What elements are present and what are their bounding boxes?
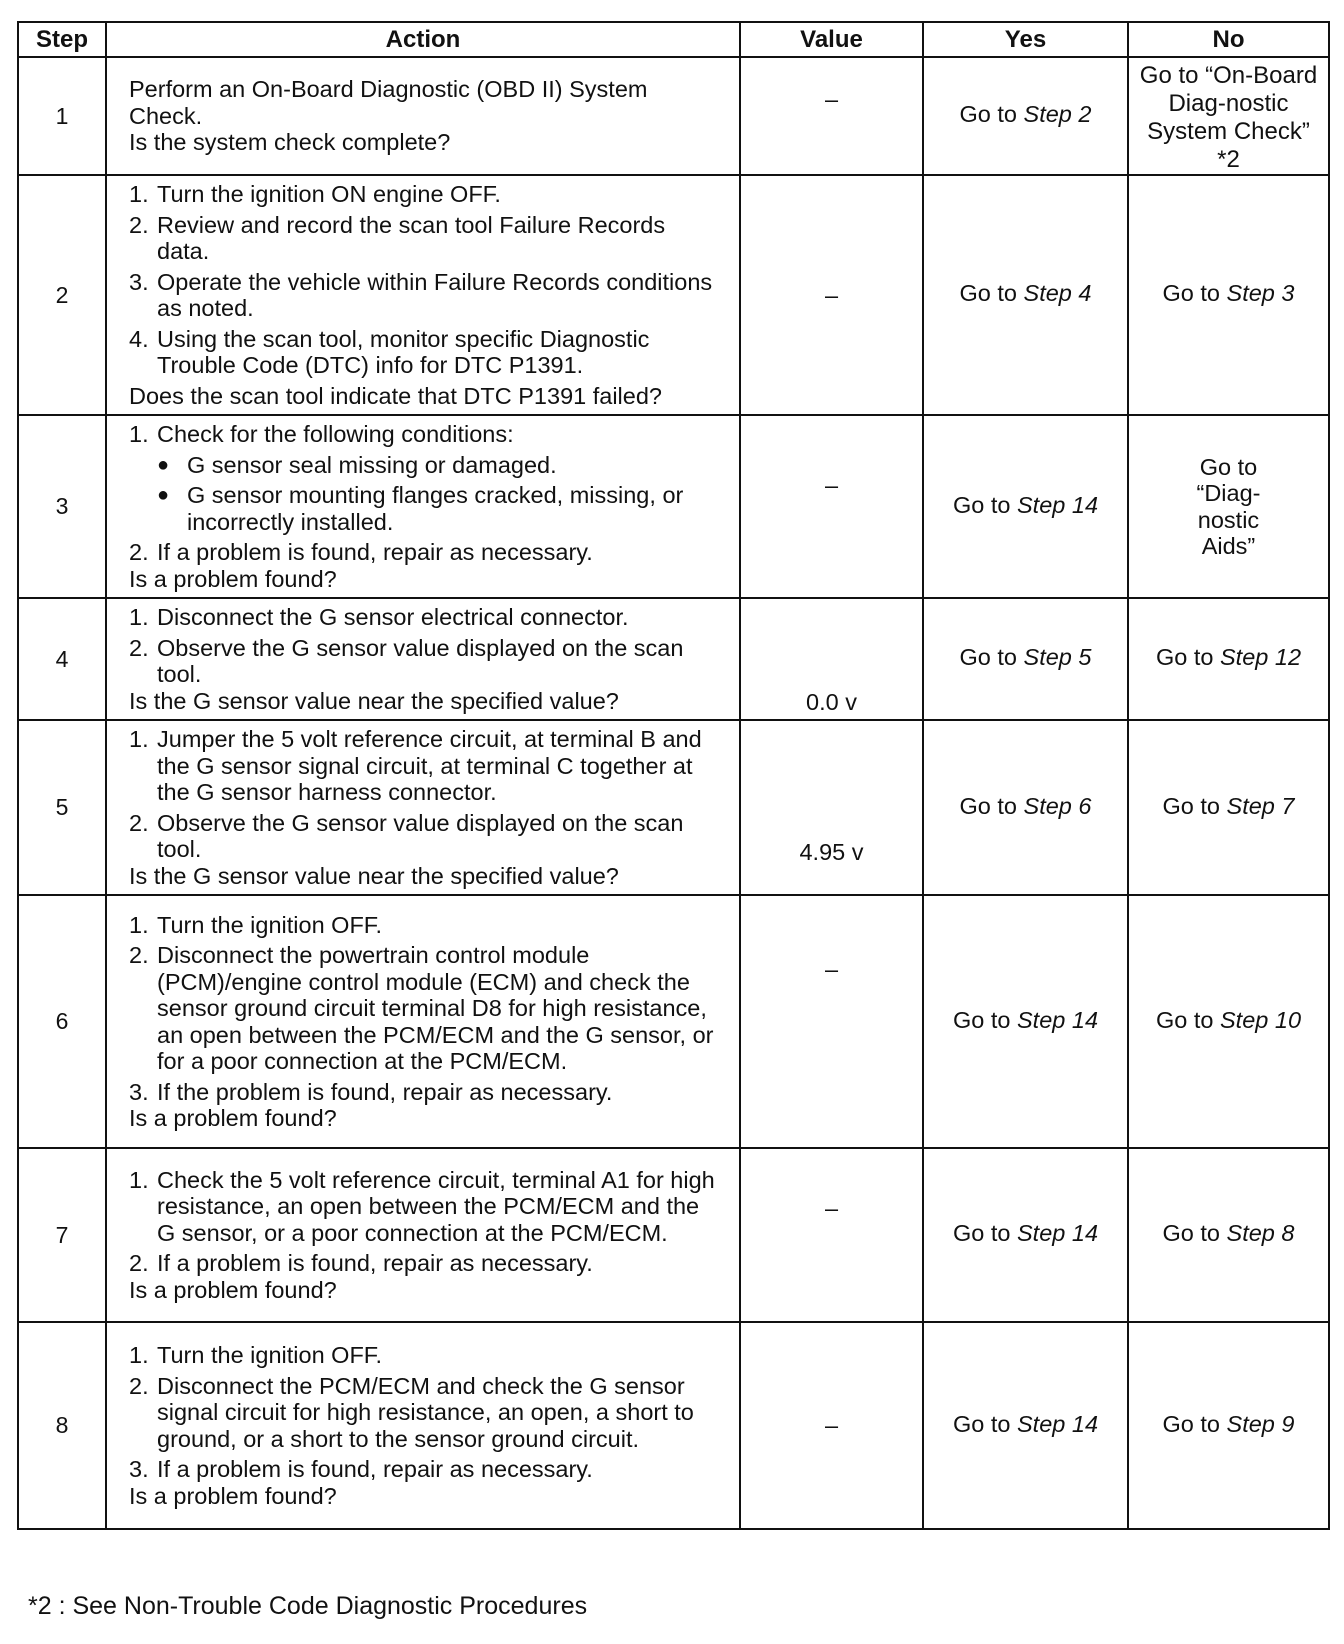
item-text: If a problem is found, repair as necessary. — [157, 1250, 593, 1277]
value-cell: – — [740, 175, 923, 415]
action-cell — [106, 415, 740, 598]
action-item — [129, 539, 717, 566]
no-prefix: Go to — [1162, 792, 1227, 819]
action-item — [129, 269, 717, 322]
no-prefix: Go to — [1162, 280, 1227, 307]
yes-step-link[interactable]: Step 5 — [1023, 644, 1092, 671]
value-cell: 4.95 v — [740, 720, 923, 895]
item-text: If the problem is found, repair as necessary. — [157, 1078, 613, 1105]
yes-step-link[interactable]: Step 14 — [1017, 1410, 1099, 1437]
value-cell: – — [740, 57, 923, 175]
yes-cell — [923, 415, 1128, 598]
item-number: 1. — [129, 1342, 149, 1368]
no-cell — [1128, 415, 1329, 598]
action-item — [129, 1456, 717, 1483]
header-yes: Yes — [923, 22, 1128, 57]
action-item — [129, 326, 717, 379]
yes-step-link[interactable]: Step 14 — [1017, 1220, 1099, 1247]
action-question: Is a problem found? — [129, 1276, 337, 1303]
no-cell — [1128, 1322, 1329, 1529]
item-number: 2. — [129, 211, 149, 238]
item-text: Review and record the scan tool Failure Records data. — [157, 211, 666, 264]
item-text: Turn the ignition OFF. — [157, 911, 383, 938]
value-cell: – — [740, 415, 923, 598]
step-number: 7 — [18, 1148, 106, 1322]
item-number: 1. — [129, 911, 149, 938]
no-step-link[interactable]: Step 8 — [1226, 1220, 1295, 1247]
item-number: 3. — [129, 268, 149, 295]
action-item — [129, 1342, 717, 1369]
yes-prefix: Go to — [952, 1410, 1017, 1437]
no-prefix: Go to — [1162, 1220, 1227, 1247]
item-text: Observe the G sensor value displayed on the scan tool. — [157, 634, 684, 687]
no-step-link[interactable]: Step 3 — [1226, 280, 1295, 307]
no-cell — [1128, 1148, 1329, 1322]
step-number: 5 — [18, 720, 106, 895]
action-question: Is the G sensor value near the specified value? — [129, 862, 619, 889]
item-number: 1. — [129, 726, 149, 752]
table-row — [18, 720, 1329, 895]
yes-step-link[interactable]: Step 14 — [1017, 1006, 1099, 1033]
no-step-link[interactable]: Step 7 — [1226, 792, 1295, 819]
action-item — [129, 421, 717, 448]
item-text: Observe the G sensor value displayed on the scan tool. — [157, 809, 684, 862]
item-number: 2. — [129, 634, 149, 661]
yes-prefix: Go to — [952, 1220, 1017, 1247]
action-question: Is a problem found? — [129, 565, 337, 592]
table-row — [18, 1148, 1329, 1322]
action-question: Is the system check complete? — [129, 129, 451, 156]
bullet-icon: ● — [157, 453, 170, 476]
footnote: *2 : See Non-Trouble Code Diagnostic Procedures — [28, 1592, 588, 1620]
item-number: 4. — [129, 325, 149, 352]
action-question: Does the scan tool indicate that DTC P1391 failed? — [129, 382, 662, 409]
action-text: Perform an On-Board Diagnostic (OBD II) System Check. — [129, 76, 648, 129]
item-number: 2. — [129, 942, 149, 968]
action-item — [129, 912, 717, 939]
item-number: 1. — [129, 604, 149, 630]
yes-step-link[interactable]: Step 6 — [1023, 792, 1092, 819]
action-item — [129, 1373, 717, 1453]
yes-prefix: Go to — [959, 280, 1024, 307]
action-item — [129, 726, 717, 806]
bullet-item — [157, 482, 717, 535]
item-number: 2. — [129, 1250, 149, 1277]
action-cell — [106, 720, 740, 895]
bullet-text: G sensor mounting flanges cracked, missing, or incorrectly installed. — [187, 482, 684, 535]
step-number: 1 — [18, 57, 106, 175]
no-cell — [1128, 895, 1329, 1148]
header-row — [18, 22, 1329, 57]
step-number: 2 — [18, 175, 106, 415]
action-cell — [106, 175, 740, 415]
yes-cell — [923, 1322, 1128, 1529]
no-prefix: Go to — [1155, 1006, 1220, 1033]
yes-prefix: Go to — [952, 491, 1017, 518]
header-value: Value — [740, 22, 923, 57]
yes-cell — [923, 1148, 1128, 1322]
table-row — [18, 895, 1329, 1148]
step-number: 6 — [18, 895, 106, 1148]
action-item — [129, 1250, 717, 1277]
yes-prefix: Go to — [959, 644, 1024, 671]
item-text: Turn the ignition ON engine OFF. — [157, 181, 501, 207]
action-item — [129, 212, 717, 265]
item-text: Using the scan tool, monitor specific Diagnostic Trouble Code (DTC) info for DTC P1391. — [157, 325, 650, 378]
table-row — [18, 175, 1329, 415]
action-cell — [106, 598, 740, 720]
action-item — [129, 181, 717, 208]
header-step: Step — [18, 22, 106, 57]
value-cell: 0.0 v — [740, 598, 923, 720]
action-item — [129, 942, 717, 1075]
yes-prefix: Go to — [952, 1006, 1017, 1033]
diagnostic-table — [17, 21, 1330, 1530]
yes-prefix: Go to — [959, 792, 1024, 819]
no-cell — [1128, 57, 1329, 175]
action-item — [129, 1167, 717, 1247]
action-cell — [106, 57, 740, 175]
step-number: 3 — [18, 415, 106, 598]
item-text: If a problem is found, repair as necessary. — [157, 1456, 593, 1482]
no-cell — [1128, 175, 1329, 415]
bullet-item — [157, 452, 717, 479]
table-row — [18, 598, 1329, 720]
no-step-link[interactable]: Step 10 — [1220, 1006, 1302, 1033]
action-item — [129, 1079, 717, 1106]
yes-cell — [923, 175, 1128, 415]
no-link[interactable]: Go to “On-Board Diag-nostic System Check” *2 — [1139, 62, 1318, 173]
item-text: Jumper the 5 volt reference circuit, at terminal B and the G sensor signal circuit, at terminal C together at the G sensor harness connector. — [157, 726, 702, 805]
item-number: 1. — [129, 181, 149, 207]
action-cell — [106, 1148, 740, 1322]
bullet-text: G sensor seal missing or damaged. — [187, 451, 557, 478]
item-number: 1. — [129, 421, 149, 447]
yes-cell — [923, 895, 1128, 1148]
no-step-link[interactable]: Step 9 — [1226, 1410, 1295, 1437]
no-cell — [1128, 720, 1329, 895]
no-cell — [1128, 598, 1329, 720]
item-text: Disconnect the G sensor electrical connector. — [157, 604, 629, 630]
bullet-icon: ● — [157, 484, 170, 506]
table-row — [18, 1322, 1329, 1529]
item-text: Turn the ignition OFF. — [157, 1342, 383, 1368]
item-text: Operate the vehicle within Failure Records conditions as noted. — [157, 268, 713, 321]
item-number: 2. — [129, 809, 149, 836]
item-number: 3. — [129, 1456, 149, 1482]
yes-cell — [923, 57, 1128, 175]
yes-step-link[interactable]: Step 14 — [1017, 491, 1099, 518]
item-text: If a problem is found, repair as necessary. — [157, 539, 593, 565]
action-question: Is a problem found? — [129, 1105, 337, 1131]
item-text: Disconnect the powertrain control module (PCM)/engine control module (ECM) and check the sensor ground circuit terminal D8 for high resistance, an open between the PCM/ECM and the G sensor, or for a poor connection at the PCM/ECM. — [157, 942, 714, 1074]
action-item — [129, 635, 717, 688]
no-prefix: Go to — [1155, 644, 1220, 671]
table-row — [18, 415, 1329, 598]
step-number: 8 — [18, 1322, 106, 1529]
no-link[interactable]: Go to “Diag-nostic Aids” — [1196, 453, 1261, 559]
value-cell: – — [740, 1322, 923, 1529]
item-number: 1. — [129, 1166, 149, 1193]
no-prefix: Go to — [1162, 1410, 1227, 1437]
action-cell — [106, 895, 740, 1148]
header-no: No — [1128, 22, 1329, 57]
yes-cell — [923, 598, 1128, 720]
value-cell: – — [740, 895, 923, 1148]
action-item — [129, 810, 717, 863]
item-text: Disconnect the PCM/ECM and check the G sensor signal circuit for high resistance, an open, a short to ground, or a short to the sensor ground circuit. — [157, 1372, 694, 1452]
item-number: 2. — [129, 1372, 149, 1399]
item-number: 3. — [129, 1078, 149, 1105]
yes-prefix: Go to — [959, 101, 1024, 128]
action-cell — [106, 1322, 740, 1529]
value-cell: – — [740, 1148, 923, 1322]
header-action: Action — [106, 22, 740, 57]
no-step-link[interactable]: Step 12 — [1220, 644, 1302, 671]
yes-cell — [923, 720, 1128, 895]
action-question: Is the G sensor value near the specified value? — [129, 687, 619, 714]
step-number: 4 — [18, 598, 106, 720]
item-text: Check for the following conditions: — [157, 421, 514, 447]
yes-step-link[interactable]: Step 4 — [1023, 280, 1092, 307]
yes-step-link[interactable]: Step 2 — [1023, 101, 1092, 128]
action-question: Is a problem found? — [129, 1482, 337, 1509]
item-text: Check the 5 volt reference circuit, terminal A1 for high resistance, an open between the PCM/ECM and the G sensor, or a poor connection at the PCM/ECM. — [157, 1166, 715, 1246]
item-number: 2. — [129, 539, 149, 565]
action-item — [129, 604, 717, 631]
table-row — [18, 57, 1329, 175]
